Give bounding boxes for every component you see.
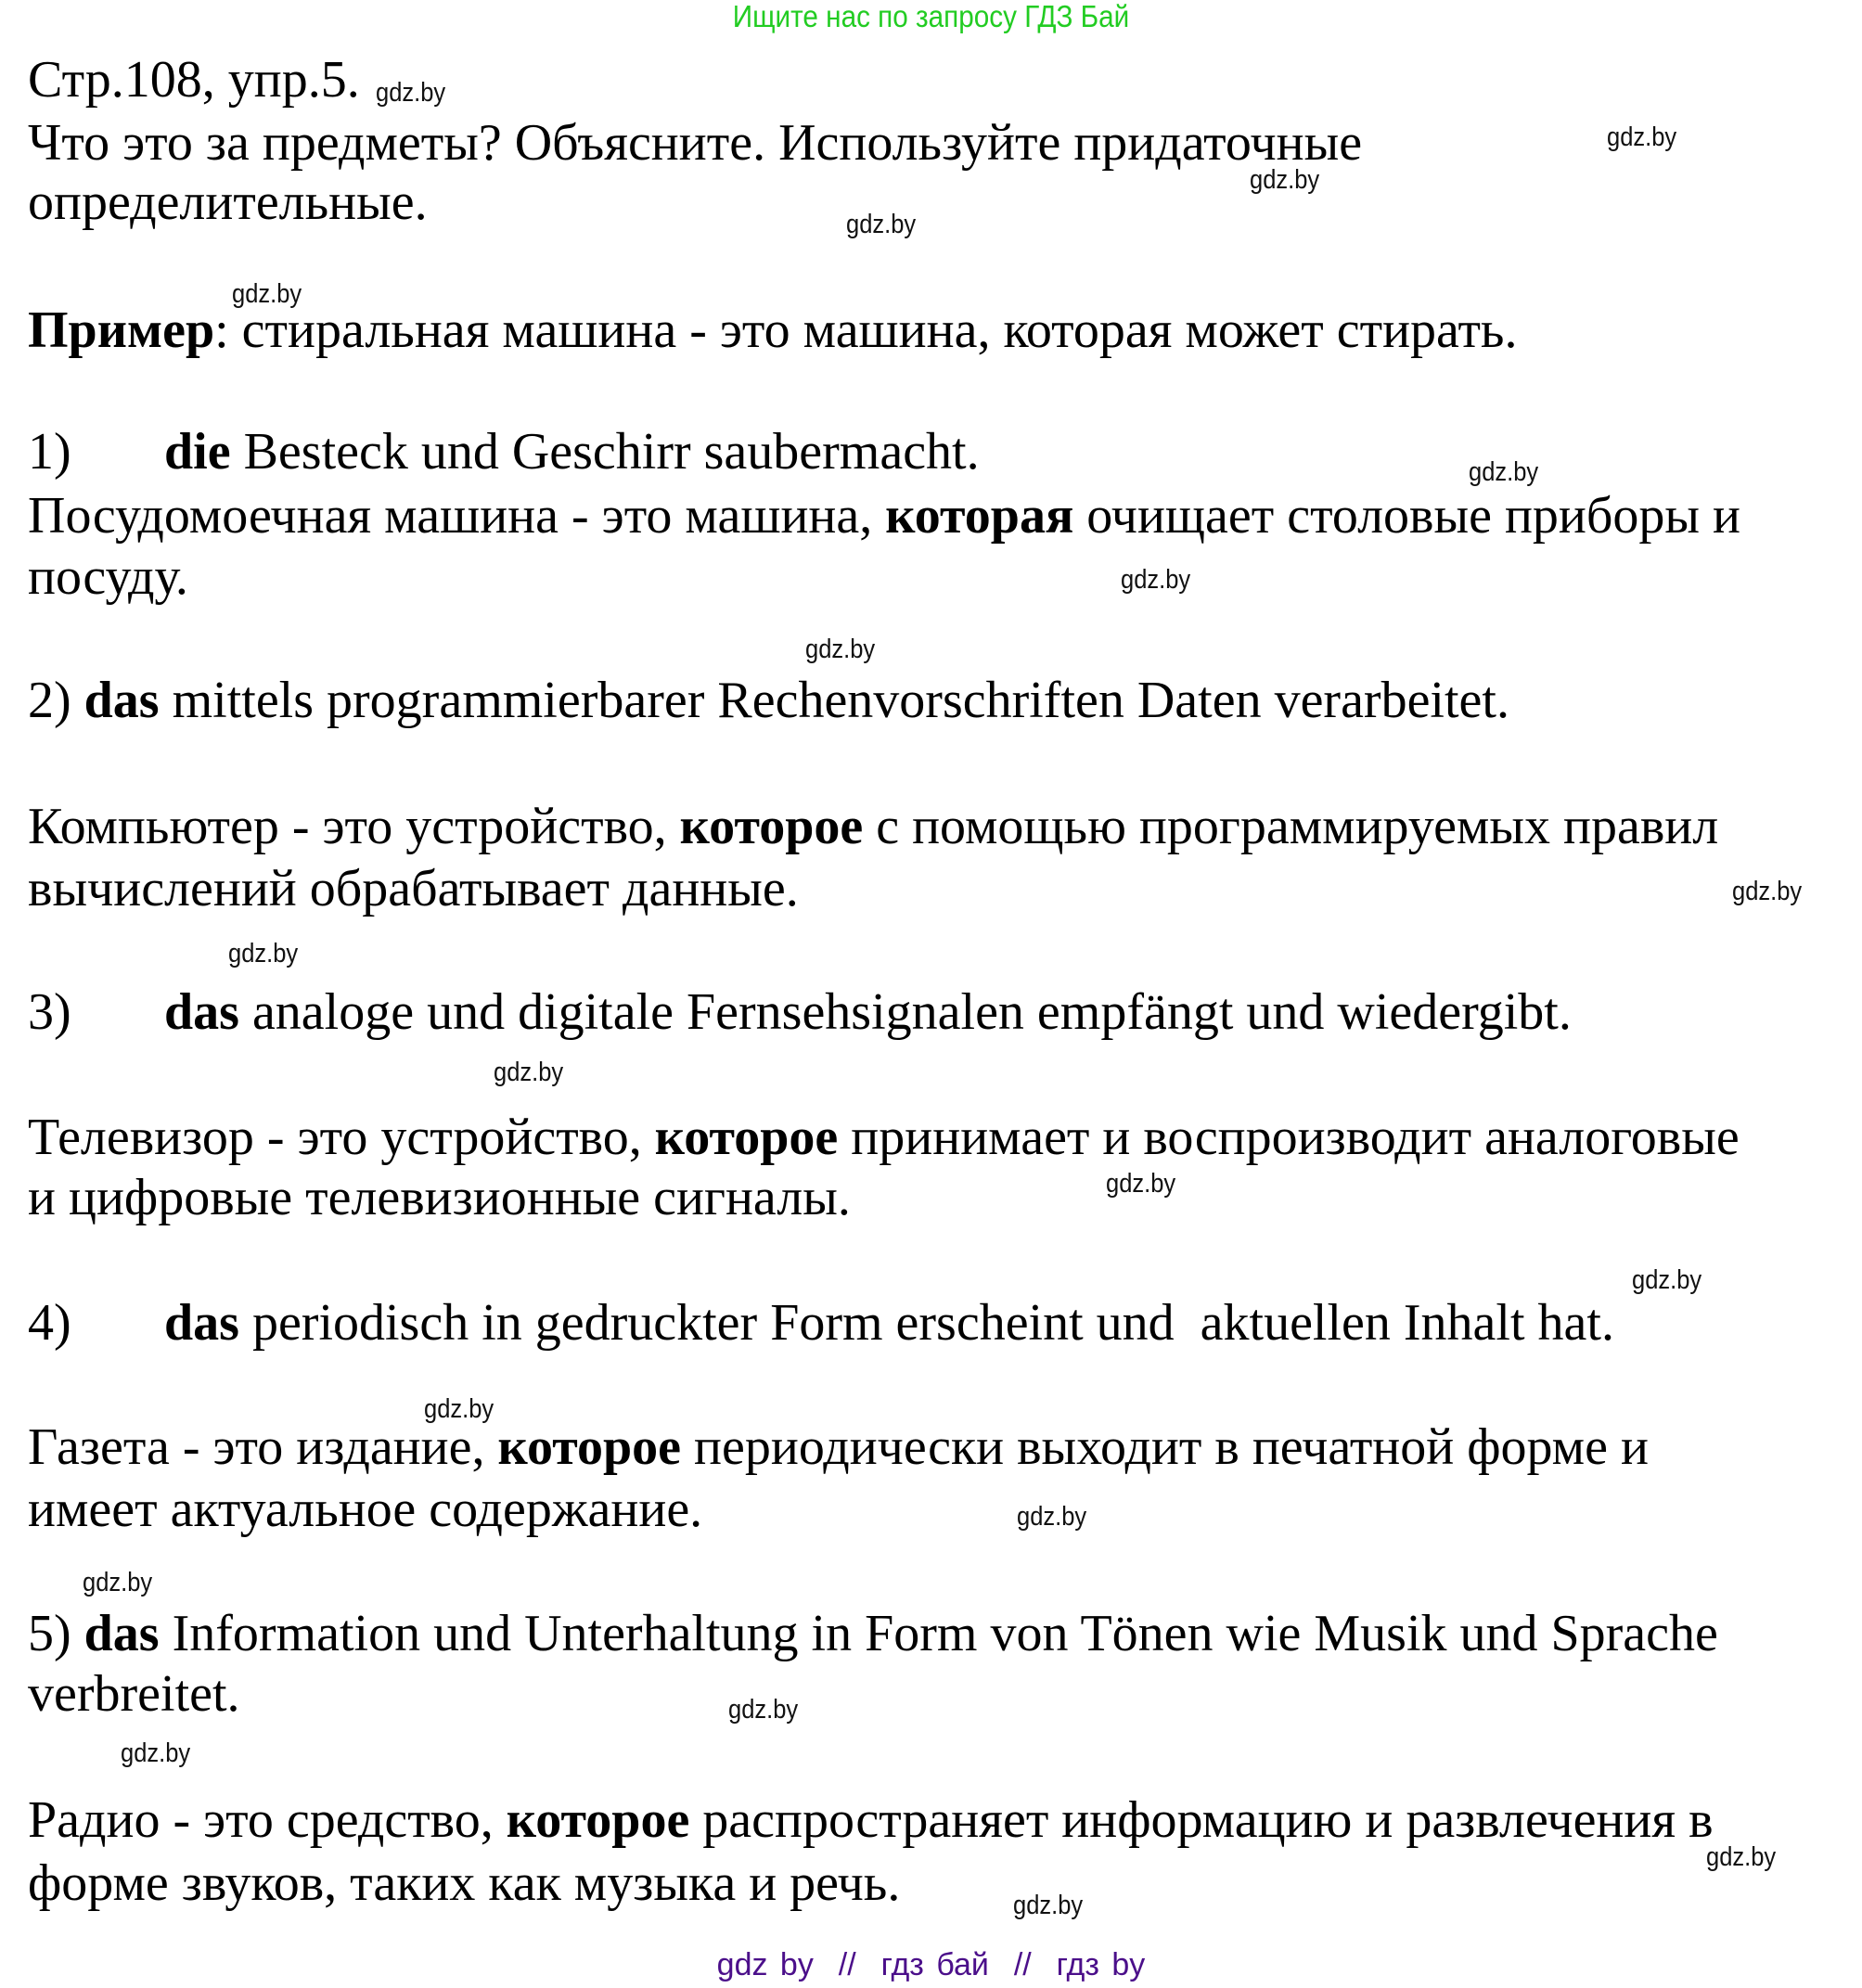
example-label: Пример <box>28 301 215 359</box>
watermark: gdz.by <box>1017 1502 1087 1532</box>
watermark: gdz.by <box>228 939 299 968</box>
russian-text: Посудомоечная машина - это машина, <box>28 487 886 545</box>
relative-pronoun: которая <box>885 487 1074 545</box>
german-text: Besteck und Geschirr saubermacht. <box>230 423 980 481</box>
title-text: Стр.108, упр.5. <box>28 51 360 109</box>
footer-links <box>0 1948 1862 1982</box>
german-text: analoge und digitale Fernsehsignalen empfängt und wiedergibt. <box>238 983 1572 1041</box>
item-number: 5) <box>28 1605 84 1662</box>
relative-pronoun: das <box>83 1605 160 1662</box>
item-number: 3) <box>28 983 71 1041</box>
watermark: gdz.by <box>1706 1842 1777 1872</box>
item-3-russian <box>28 1109 1740 1166</box>
watermark: gdz.by <box>376 78 446 108</box>
watermark: gdz.by <box>83 1568 153 1597</box>
russian-text: принимает и воспроизводит аналоговые <box>838 1109 1740 1166</box>
watermark: gdz.by <box>1106 1169 1176 1199</box>
watermark: gdz.by <box>1121 565 1191 595</box>
item-4-russian <box>28 1418 1649 1476</box>
russian-text: Газета - это издание, <box>28 1418 498 1476</box>
item-4-russian-2: имеет актуальное содержание. <box>28 1481 703 1538</box>
watermark: gdz.by <box>1732 877 1803 906</box>
watermark: gdz.by <box>1013 1891 1084 1920</box>
footer-link-gdz-bai[interactable]: гдз бай <box>880 1947 989 1982</box>
separator: // <box>1013 1947 1032 1982</box>
example <box>28 301 1518 359</box>
watermark: gdz.by <box>121 1738 191 1768</box>
watermark: gdz.by <box>1607 122 1677 152</box>
relative-pronoun: которое <box>506 1791 690 1849</box>
item-5-russian-2: форме звуков, таких как музыка и речь. <box>28 1854 901 1912</box>
relative-pronoun: которое <box>497 1418 682 1476</box>
watermark: gdz.by <box>1632 1265 1702 1295</box>
task-line-2: определительные. <box>28 173 428 231</box>
watermark: gdz.by <box>805 635 876 664</box>
promo-banner[interactable]: Ищите нас по запросу ГДЗ Бай <box>732 0 1130 33</box>
item-1-russian-2: посуду. <box>28 548 188 606</box>
item-5-russian <box>28 1791 1714 1849</box>
item-5-german <box>28 1605 1718 1662</box>
item-number: 4) <box>28 1294 71 1352</box>
item-5-german-2: verbreitet. <box>28 1665 240 1723</box>
relative-pronoun: die <box>164 423 231 481</box>
task-line-1: Что это за предметы? Объясните. Используйте придаточные <box>28 114 1363 172</box>
item-number: 2) <box>28 672 84 729</box>
item-3-russian-2: и цифровые телевизионные сигналы. <box>28 1169 851 1226</box>
german-text: mittels programmierbarer Rechenvorschriften Daten verarbeitet. <box>159 672 1509 729</box>
item-number: 1) <box>28 423 71 481</box>
footer-link-gdz-by-ru[interactable]: гдз by <box>1056 1947 1146 1982</box>
page-title <box>28 51 360 109</box>
item-2-russian <box>28 798 1719 855</box>
watermark: gdz.by <box>1469 457 1539 487</box>
footer-link-gdz-by[interactable]: gdz by <box>716 1947 814 1982</box>
item-3-german <box>28 983 1572 1041</box>
relative-pronoun: das <box>164 1294 239 1352</box>
relative-pronoun: которое <box>679 798 864 855</box>
item-1-german <box>28 423 980 481</box>
russian-text: Телевизор - это устройство, <box>28 1109 655 1166</box>
russian-text: Радио - это средство, <box>28 1791 507 1849</box>
russian-text: Компьютер - это устройство, <box>28 798 680 855</box>
separator: // <box>838 1947 856 1982</box>
item-2-german <box>28 672 1509 729</box>
watermark: gdz.by <box>424 1394 494 1424</box>
watermark: gdz.by <box>846 210 917 239</box>
relative-pronoun: das <box>164 983 239 1041</box>
watermark: gdz.by <box>232 279 302 309</box>
watermark: gdz.by <box>1250 165 1320 195</box>
russian-text: очищает столовые приборы и <box>1073 487 1740 545</box>
russian-text: с помощью программируемых правил <box>863 798 1719 855</box>
relative-pronoun: das <box>83 672 160 729</box>
item-4-german <box>28 1294 1614 1352</box>
example-text: : стиральная машина - это машина, которая может стирать. <box>214 301 1518 359</box>
russian-text: периодически выходит в печатной форме и <box>681 1418 1649 1476</box>
relative-pronoun: которое <box>654 1109 839 1166</box>
german-text: periodisch in gedruckter Form erscheint und aktuellen Inhalt hat. <box>238 1294 1614 1352</box>
watermark: gdz.by <box>728 1695 799 1725</box>
german-text: Information und Unterhaltung in Form von Tönen wie Musik und Sprache <box>159 1605 1718 1662</box>
watermark: gdz.by <box>494 1058 564 1087</box>
item-1-russian <box>28 487 1740 545</box>
russian-text: распространяет информацию и развлечения в <box>689 1791 1714 1849</box>
item-2-russian-2: вычислений обрабатывает данные. <box>28 860 799 917</box>
